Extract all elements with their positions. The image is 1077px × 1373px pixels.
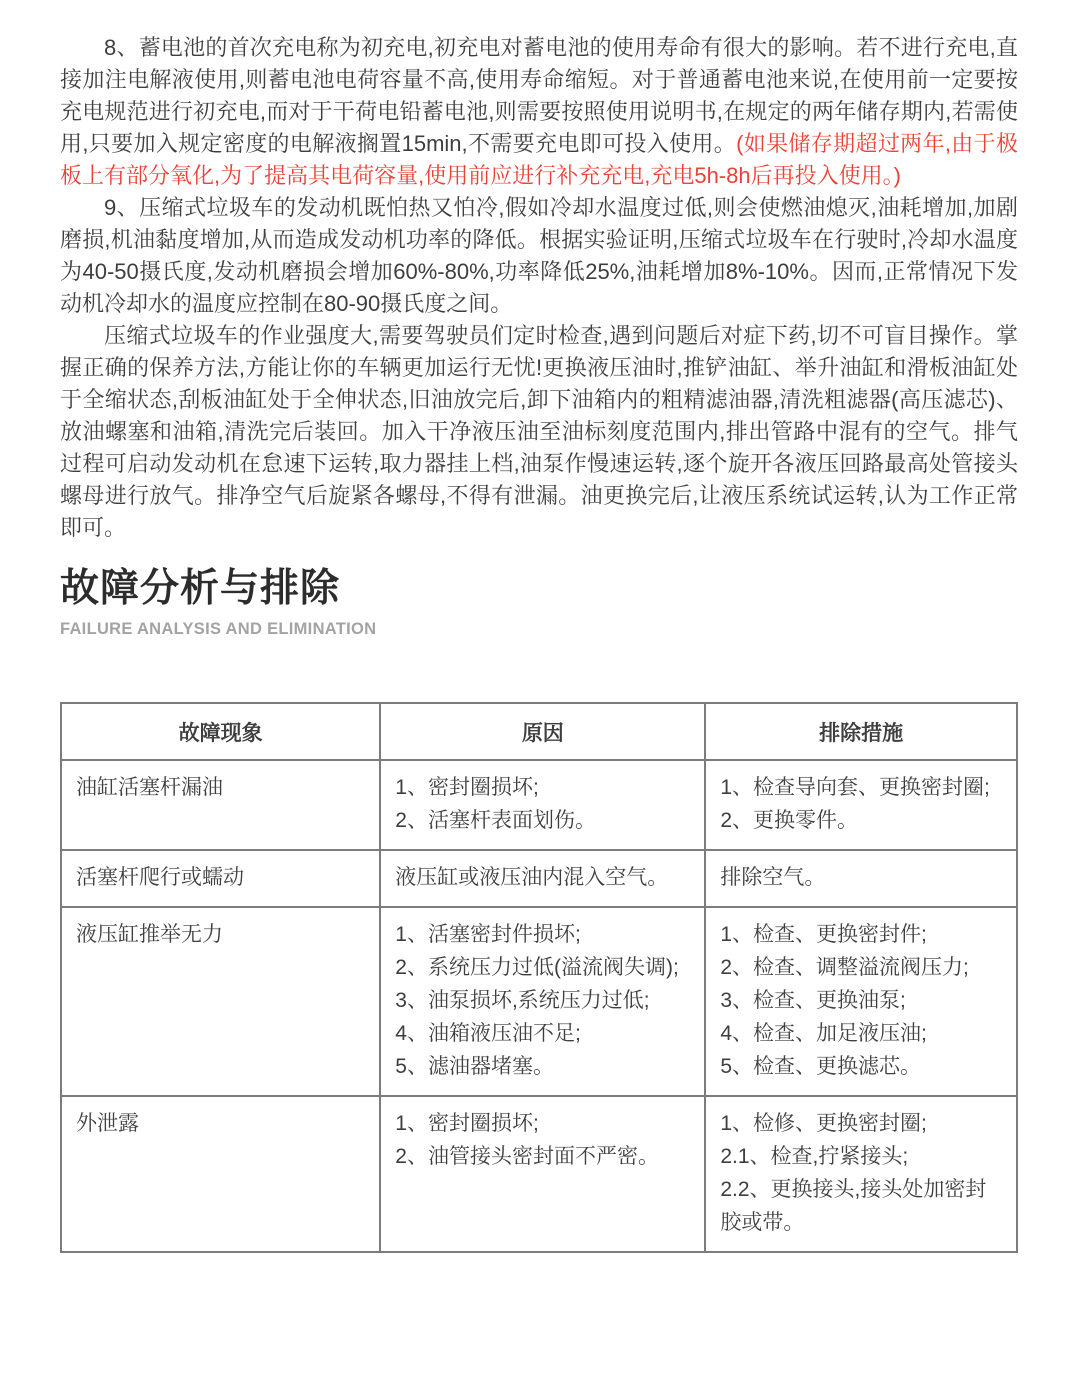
header-phenomenon: 故障现象 [61,703,380,760]
cell-text: 4、检查、加足液压油; [720,1022,927,1045]
cell-text: 2、活塞杆表面划伤。 [395,809,596,832]
cell-phenomenon [61,1096,380,1252]
cell-text: 排除空气。 [720,866,826,889]
cell-solution [705,760,1017,850]
paragraph-maintenance-oil-change: 压缩式垃圾车的作业强度大,需要驾驶员们定时检查,遇到问题后对症下药,切不可盲目操作。掌握正确的保养方法,方能让你的车辆更加运行无忧!更换液压油时,推铲油缸、举升油缸和滑板油缸处于全缩状态,刮板油缸处于全伸状态,旧油放完后,卸下油箱内的粗精滤油器,清洗粗滤器(高压滤芯)、放油螺塞和油箱,清洗完后装回。加入干净液压油至油标刻度范围内,排出管路中混有的空气。排气过程可启动发动机在怠速下运转,取力器挂上档,油泵作慢速运转,逐个旋开各液压回路最高处管接头螺母进行放气。排净空气后旋紧各螺母,不得有泄漏。油更换完后,让液压系统试运转,认为工作正常即可。 [60,323,1018,540]
header-cause: 原因 [380,703,705,760]
cell-cause [380,850,705,907]
cell-text: 2、检查、调整溢流阀压力; [720,956,969,979]
cell-text: 1、检查导向套、更换密封圈; [720,776,990,799]
table-row [61,850,1017,907]
header-solution: 排除措施 [705,703,1017,760]
cell-text: 1、密封圈损坏; [395,1112,539,1135]
cell-text: 活塞杆爬行或蠕动 [76,866,244,889]
fault-analysis-table [60,702,1018,1253]
cell-text: 1、密封圈损坏; [395,776,539,799]
cell-text: 2.2、更换接头,接头处加密封胶或带。 [720,1178,987,1234]
section-subtitle: FAILURE ANALYSIS AND ELIMINATION [60,620,377,638]
body-text-block [60,32,1018,544]
cell-cause [380,907,705,1096]
cell-text: 1、检修、更换密封圈; [720,1112,927,1135]
cell-solution [705,1096,1017,1252]
table-row [61,907,1017,1096]
cell-text: 油缸活塞杆漏油 [76,776,223,799]
cell-phenomenon [61,760,380,850]
cell-text: 液压缸推举无力 [76,923,223,946]
section-title: 故障分析与排除 [60,567,341,610]
paragraph-engine-temperature: 9、压缩式垃圾车的发动机既怕热又怕冷,假如冷却水温度过低,则会使燃油熄灭,油耗增加,加剧磨损,机油黏度增加,从而造成发动机功率的降低。根据实验证明,压缩式垃圾车在行驶时,冷却水温度为40-50摄氏度,发动机磨损会增加60%-80%,功率降低25%,油耗增加8%-10%。因而,正常情况下发动机冷却水的温度应控制在80-90摄氏度之间。 [60,195,1018,316]
red-note-storage-over-two-years: (如果储存期超过两年,由于极板上有部分氧化,为了提高其电荷容量,使用前应进行补充充电,充电5h-8h后再投入使用。) [60,131,1018,188]
cell-text: 液压缸或液压油内混入空气。 [395,866,669,889]
cell-text: 2.1、检查,拧紧接头; [720,1145,909,1168]
cell-phenomenon [61,907,380,1096]
cell-solution [705,850,1017,907]
table-header-row [61,703,1017,760]
cell-text: 5、滤油器堵塞。 [395,1055,554,1078]
cell-text: 外泄露 [76,1112,139,1135]
cell-text: 4、油箱液压油不足; [395,1022,581,1045]
cell-text: 3、油泵损坏,系统压力过低; [395,989,650,1012]
cell-text: 1、检查、更换密封件; [720,923,927,946]
paragraph-battery-first-charge [60,32,1018,192]
cell-text: 1、活塞密封件损坏; [395,923,581,946]
cell-solution [705,907,1017,1096]
cell-text: 3、检查、更换油泵; [720,989,906,1012]
paragraph-text: 8、蓄电池的首次充电称为初充电,初充电对蓄电池的使用寿命有很大的影响。若不进行充电,直接加注电解液使用,则蓄电池电荷容量不高,使用寿命缩短。对于普通蓄电池来说,在使用前一定要按充电规范进行初充电,而对于干荷电铅蓄电池,则需要按照使用说明书,在规定的两年储存期内,若需使用,只要加入规定密度的电解液搁置15min,不需要充电即可投入使用。 [60,35,1018,156]
cell-text: 2、系统压力过低(溢流阀失调); [395,956,679,979]
cell-cause [380,1096,705,1252]
cell-text: 2、油管接头密封面不严密。 [395,1145,659,1168]
table-row [61,1096,1017,1252]
cell-text: 5、检查、更换滤芯。 [720,1055,922,1078]
cell-text: 2、更换零件。 [720,809,859,832]
cell-cause [380,760,705,850]
table-row [61,760,1017,850]
cell-phenomenon [61,850,380,907]
